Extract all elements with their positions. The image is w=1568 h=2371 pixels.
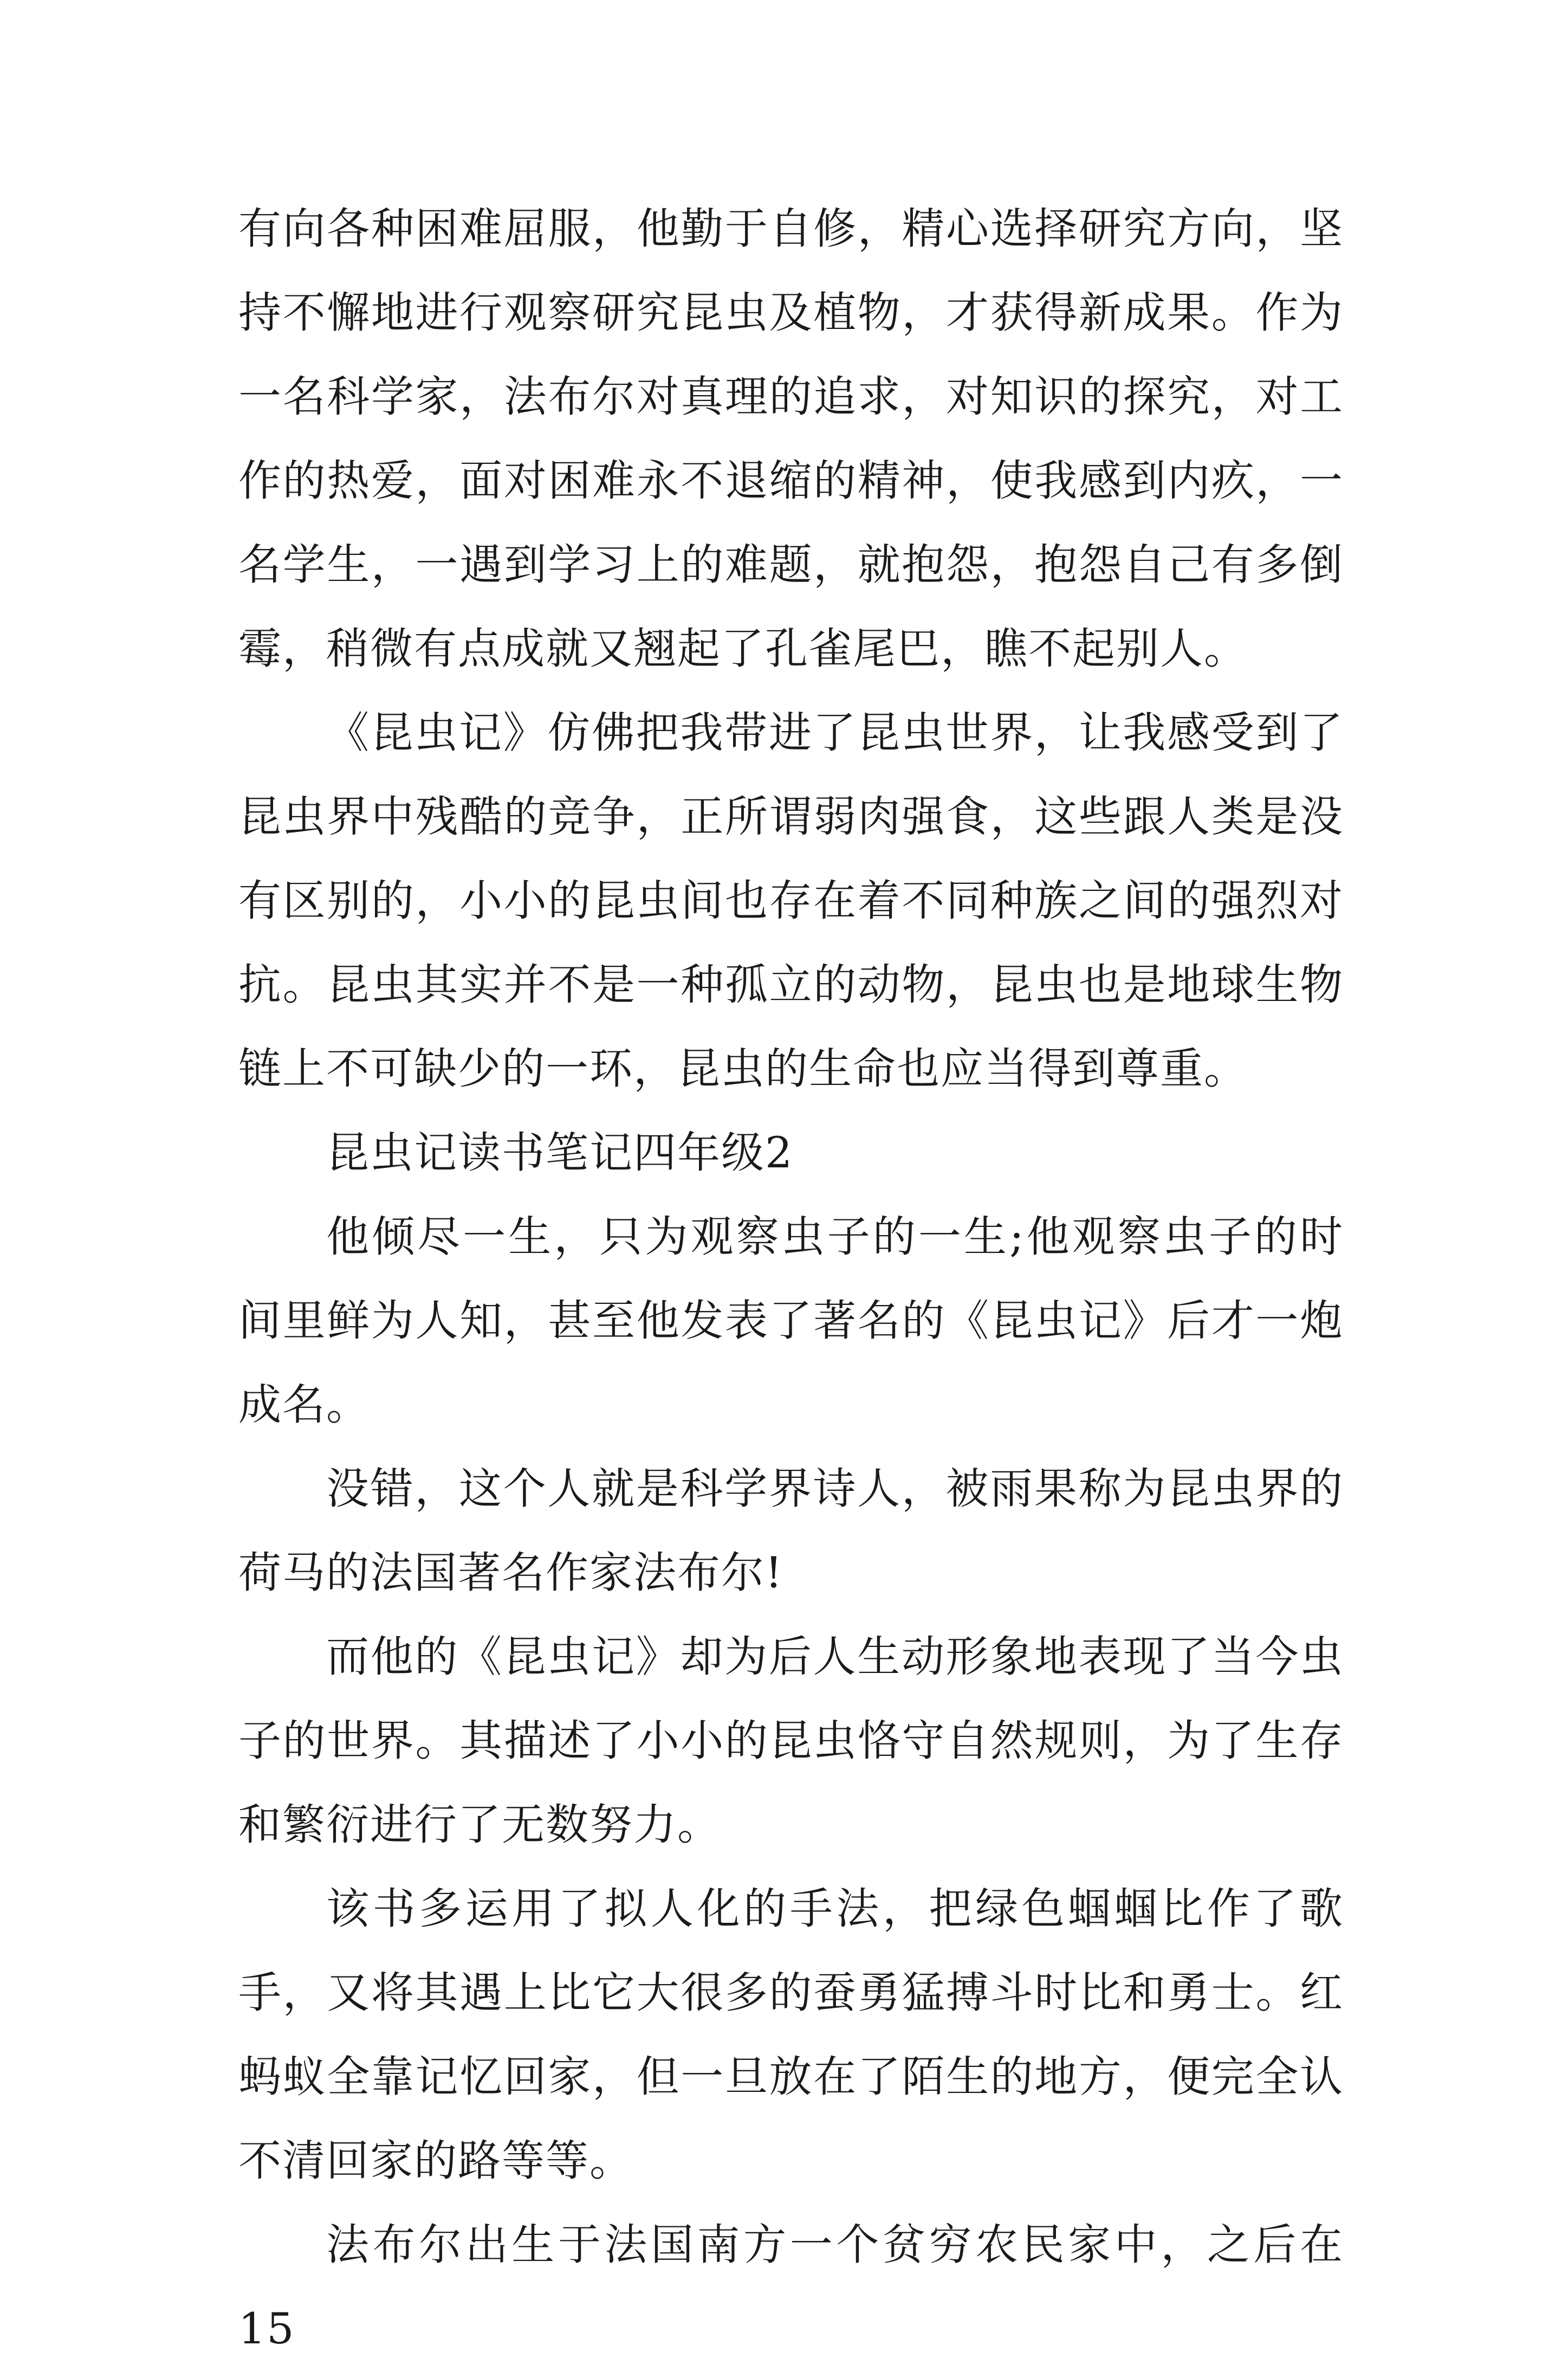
paragraph-5: 而他的《昆虫记》却为后人生动形象地表现了当今虫子的世界。其描述了小小的昆虫恪守自然规则，为了生存和繁衍进行了无数努力。 — [238, 1632, 1344, 1850]
document-body — [238, 187, 1344, 2371]
paragraph-1: 有向各种困难屈服，他勤于自修，精心选择研究方向，坚持不懈地进行观察研究昆虫及植物，才获得新成果。作为一名科学家，法布尔对真理的追求，对知识的探究，对工作的热爱，面对困难永不退缩的精神，使我感到内疚，一名学生，一遇到学习上的难题，就抱怨，抱怨自己有多倒霉，稍微有点成就又翘起了孔雀尾巴，瞧不起别人。 — [238, 204, 1344, 674]
paragraph-7: 法布尔出生于法国南方一个贫穷农民家中，之后在15 — [238, 2220, 1344, 2354]
paragraph-2: 《昆虫记》仿佛把我带进了昆虫世界，让我感受到了昆虫界中残酷的竞争，正所谓弱肉强食，这些跟人类是没有区别的，小小的昆虫间也存在着不同种族之间的强烈对抗。昆虫其实并不是一种孤立的动物，昆虫也是地球生物链上不可缺少的一环，昆虫的生命也应当得到尊重。 — [238, 708, 1344, 1094]
paragraph-6: 该书多运用了拟人化的手法，把绿色蝈蝈比作了歌手，又将其遇上比它大很多的蚕勇猛搏斗时比和勇士。红蚂蚁全靠记忆回家，但一旦放在了陌生的地方，便完全认不清回家的路等等。 — [238, 1884, 1344, 2186]
section-heading: 昆虫记读书笔记四年级2 — [326, 1128, 794, 1178]
paragraph-4: 没错，这个人就是科学界诗人，被雨果称为昆虫界的荷马的法国著名作家法布尔! — [238, 1464, 1344, 1598]
paragraph-3: 他倾尽一生，只为观察虫子的一生;他观察虫子的时间里鲜为人知，甚至他发表了著名的《昆虫记》后才一炮成名。 — [238, 1212, 1344, 1430]
